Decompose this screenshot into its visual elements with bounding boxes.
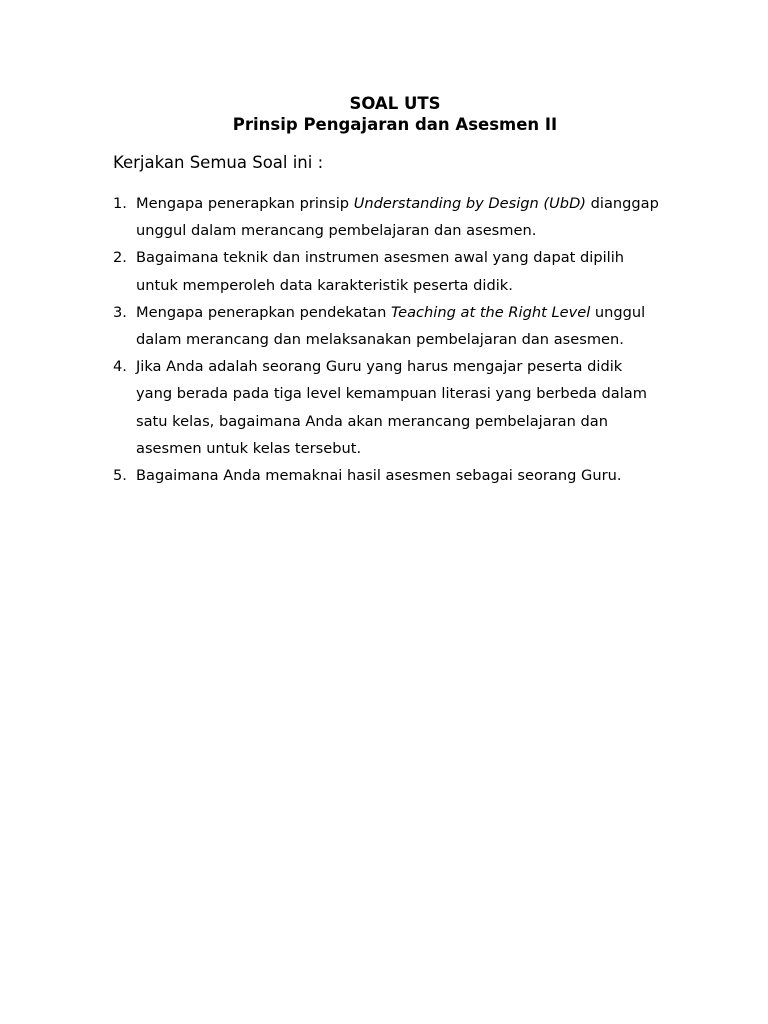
question-number: 3. bbox=[113, 303, 127, 321]
question-number: 2. bbox=[113, 249, 127, 267]
question-line bbox=[136, 299, 693, 326]
question-line: asesmen untuk kelas tersebut. bbox=[136, 439, 362, 457]
instruction-text: Kerjakan Semua Soal ini : bbox=[113, 153, 324, 172]
question-item-2 bbox=[113, 244, 693, 298]
question-text: Mengapa penerapkan prinsip bbox=[136, 195, 354, 212]
document-subtitle: Prinsip Pengajaran dan Asesmen II bbox=[232, 115, 558, 134]
question-line bbox=[136, 190, 693, 217]
question-number: 1. bbox=[113, 195, 127, 212]
question-line: Jika Anda adalah seorang Guru yang harus mengajar peserta didik bbox=[136, 358, 623, 376]
question-item-1 bbox=[113, 190, 693, 244]
question-line: unggul dalam merancang pembelajaran dan asesmen. bbox=[136, 222, 537, 240]
question-line: satu kelas, bagaimana Anda akan merancang pembelajaran dan bbox=[136, 412, 608, 430]
question-list bbox=[113, 190, 693, 489]
question-text: unggul bbox=[590, 303, 646, 321]
question-text: dianggap bbox=[586, 195, 659, 212]
question-item-4 bbox=[113, 353, 693, 462]
question-emphasis: Teaching at the Right Level bbox=[391, 303, 591, 321]
question-text: Mengapa penerapkan pendekatan bbox=[136, 303, 391, 321]
question-item-5 bbox=[113, 462, 693, 489]
question-number: 5. bbox=[113, 467, 127, 485]
question-line: Bagaimana teknik dan instrumen asesmen awal yang dapat dipilih bbox=[136, 249, 625, 267]
question-line: dalam merancang dan melaksanakan pembelajaran dan asesmen. bbox=[136, 331, 624, 349]
question-item-3 bbox=[113, 299, 693, 353]
document-header bbox=[0, 93, 768, 135]
question-number: 4. bbox=[113, 358, 127, 376]
question-line: Bagaimana Anda memaknai hasil asesmen sebagai seorang Guru. bbox=[136, 467, 622, 485]
question-line: yang berada pada tiga level kemampuan literasi yang berbeda dalam bbox=[136, 385, 647, 403]
question-emphasis: Understanding by Design (UbD) bbox=[353, 195, 586, 212]
document-title: SOAL UTS bbox=[349, 94, 441, 113]
question-line: untuk memperoleh data karakteristik peserta didik. bbox=[136, 276, 513, 294]
